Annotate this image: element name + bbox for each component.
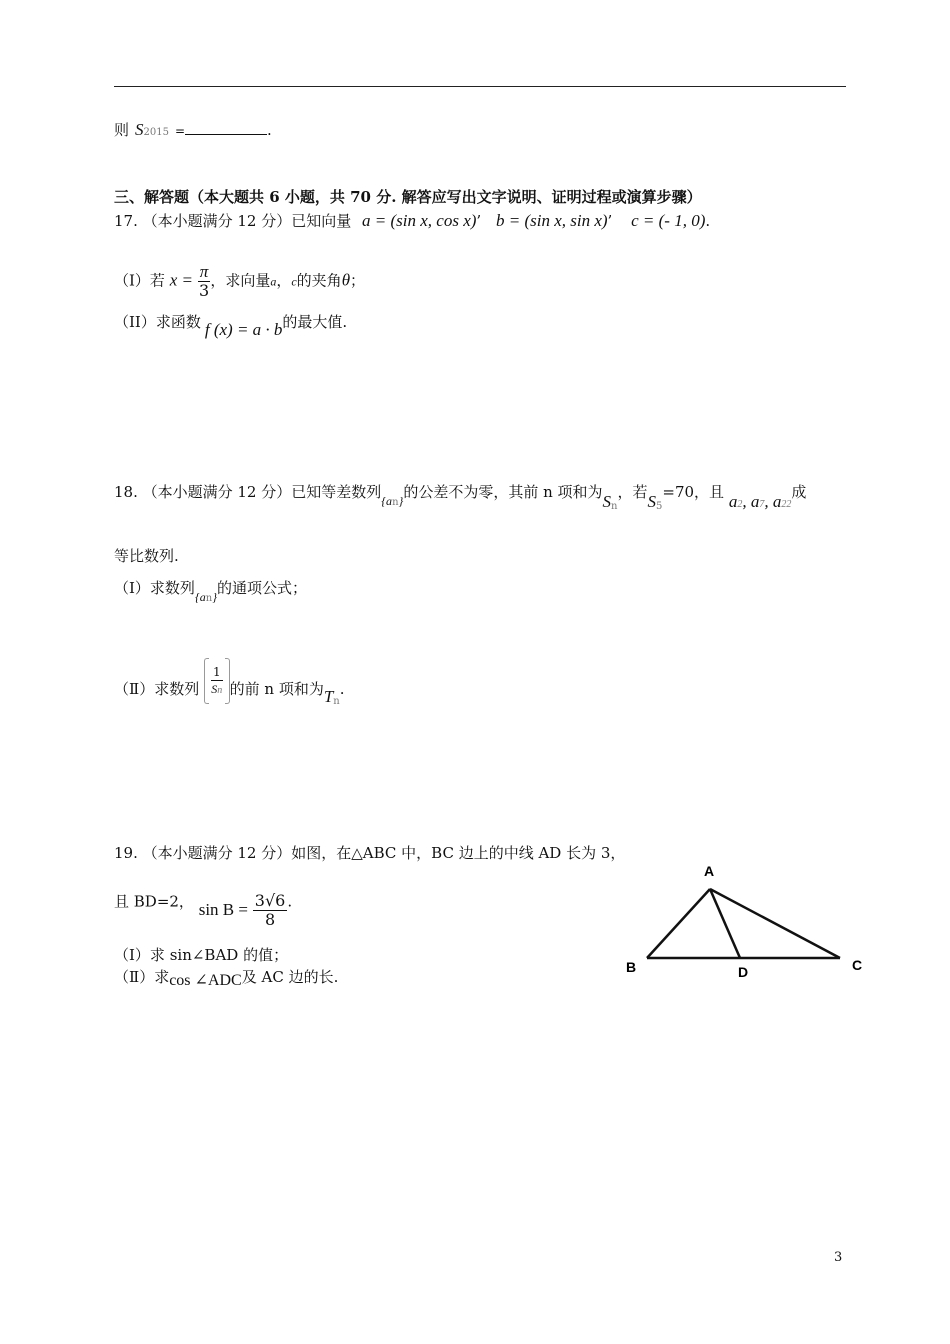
section-heading: 三、解答题（本大题共 6 小题，共 70 分. 解答应写出文字说明、证明过程或演算步骤） (114, 188, 702, 206)
q19-stem-line2: 且 BD=2， sin B = $\frac{3√6}{8}$ . (114, 891, 293, 929)
q17-part1: （Ⅰ）若 x = $\frac{\pi}{3}$ ，求向量a，c的夹角θ； (114, 262, 366, 300)
triangle-figure (610, 858, 870, 983)
vertex-C-label: C (852, 957, 863, 973)
header-rule (114, 86, 846, 87)
side-AC (710, 889, 840, 958)
q18-terms: a2, a7, a22 (728, 492, 792, 511)
reciprocal-sequence: $\frac{1}{Sn}$ (204, 658, 230, 704)
q18-stem: 18. （本小题满分 12 分）已知等差数列$_{\{an\}}$的公差不为零，其前 n 项和为$S_n$，若$S_5=70$，且 a2, a7, a22成 (114, 483, 807, 512)
pi-over-3-fraction: $\frac{\pi}{3}$ (198, 262, 210, 300)
page-number: 3 (834, 1250, 843, 1265)
q19-part2: （Ⅱ）求cos ∠ADC及 AC 边的长. (114, 968, 339, 989)
median-AD (710, 889, 740, 958)
point-D-label: D (738, 964, 749, 980)
sinB-fraction: $\frac{3√6}{8}$ (254, 891, 286, 929)
side-AB (647, 889, 710, 958)
answer-blank (185, 120, 267, 135)
q18-stem-line2: 等比数列. (114, 547, 179, 565)
vertex-B-label: B (626, 959, 637, 975)
q18-part2: （Ⅱ）求数列 $\frac{1}{Sn}$ 的前 n 项和为$T_n$. (114, 648, 345, 702)
q19-part1: （Ⅰ）求 sin∠BAD 的值； (114, 946, 289, 964)
q16-answer-line: 则 S2015 = . (114, 120, 272, 139)
q18-part1: （Ⅰ）求数列$_{\{an\}}$的通项公式； (114, 579, 308, 604)
q19-stem: 19. （本小题满分 12 分）如图，在△ABC 中，BC 边上的中线 AD 长为 3， (114, 844, 626, 862)
q17-stem: 17. （本小题满分 12 分）已知向量 a = (sin x, cos x)’ b = (sin x, sin x)’ c = (- 1, 0). (114, 211, 711, 230)
q17-part2: （II）求函数 f (x) = a · b的最大值. (114, 313, 348, 339)
vertex-A-label: A (704, 863, 715, 879)
